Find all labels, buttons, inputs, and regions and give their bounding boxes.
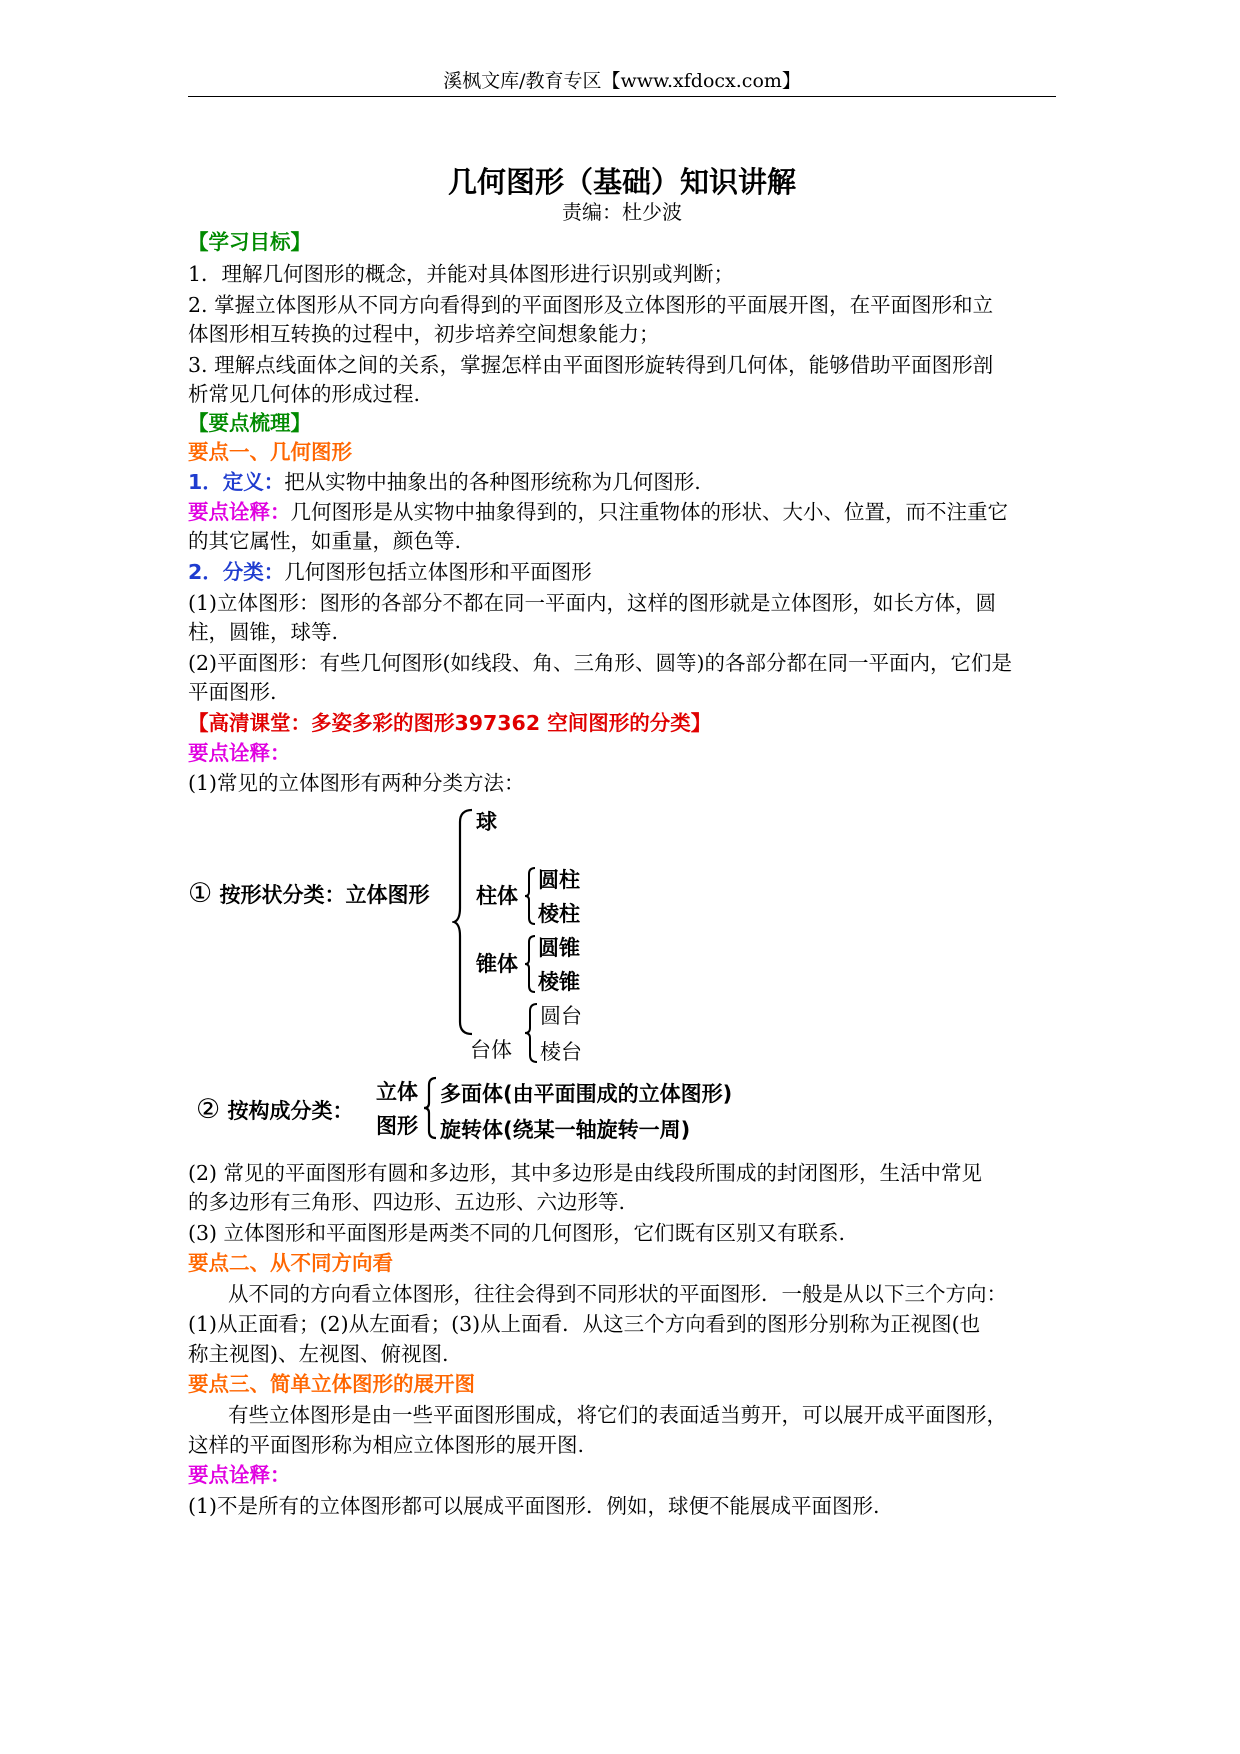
- point-2-heading: 要点二、从不同方向看: [188, 1251, 393, 1275]
- marker-2: ②: [196, 1094, 221, 1125]
- prism-label: 棱柱: [538, 902, 580, 926]
- goal-2-line-1: 2. 掌握立体图形从不同方向看得到的平面图形及立体图形的平面展开图，在平面图形和立: [188, 293, 994, 317]
- key-points-heading: 【要点梳理】: [188, 411, 311, 435]
- plane-def-line-2: 平面图形.: [188, 680, 277, 704]
- point-3-heading: 要点三、简单立体图形的展开图: [188, 1372, 475, 1396]
- point-2-line-1: 从不同的方向看立体图形，往往会得到不同形状的平面图形．一般是从以下三个方向：: [228, 1282, 1007, 1306]
- point-3-line-2: 这样的平面图形称为相应立体图形的展开图.: [188, 1433, 585, 1457]
- goal-3-line-2: 析常见几何体的形成过程.: [188, 382, 421, 406]
- cylinder-label: 圆柱: [538, 868, 580, 892]
- structure-root-line-1: 立体: [376, 1080, 418, 1104]
- definition-text: 把从实物中抽象出的各种图形统称为几何图形.: [284, 470, 701, 494]
- explain-text-1: 几何图形是从实物中抽象得到的，只注重物体的形状、大小、位置，而不注重它: [290, 500, 1008, 524]
- definition-label: 1．定义：: [188, 470, 285, 494]
- explain-line-2: 的其它属性，如重量，颜色等.: [188, 529, 462, 553]
- cone-body-label: 锥体: [476, 952, 518, 976]
- goal-2-line-2: 体图形相互转换的过程中，初步培养空间想象能力；: [188, 322, 660, 346]
- sphere-label: 球: [476, 810, 497, 834]
- explain-2-label: 要点诠释：: [188, 741, 291, 765]
- cone-brace: [523, 934, 537, 994]
- by-shape-label-row: [188, 878, 430, 909]
- plane-def-line-1: (2)平面图形：有些几何图形(如线段、角、三角形、圆等)的各部分都在同一平面内，它们是: [188, 651, 1013, 675]
- by-shape-label: 按形状分类：立体图形: [219, 883, 430, 907]
- marker-1: ①: [188, 878, 213, 909]
- point-3-explain-line-1: (1)不是所有的立体图形都可以展成平面图形．例如，球便不能展成平面图形.: [188, 1494, 880, 1518]
- page-header: 溪枫文库/教育专区【www.xfdocx.com】: [443, 70, 801, 92]
- learning-goals-heading: 【学习目标】: [188, 230, 311, 254]
- pyramid-label: 棱锥: [538, 970, 580, 994]
- solid-class-intro: (1)常见的立体图形有两种分类方法：: [188, 771, 525, 795]
- plane-common-line-2: 的多边形有三角形、四边形、五边形、六边形等.: [188, 1190, 626, 1214]
- solid-def-line-2: 柱，圆锥，球等.: [188, 620, 339, 644]
- structure-root-line-2: 图形: [376, 1114, 418, 1138]
- frustum-body-label: 台体: [470, 1038, 512, 1062]
- by-structure-label: 按构成分类：: [227, 1099, 354, 1123]
- revolution-label: 旋转体(绕某一轴旋转一周): [440, 1118, 691, 1142]
- page-title: 几何图形（基础）知识讲解: [447, 165, 796, 199]
- classification-label: 2．分类：: [188, 560, 285, 584]
- goal-3-line-1: 3. 理解点线面体之间的关系，掌握怎样由平面图形旋转得到几何体，能够借助平面图形剖: [188, 353, 994, 377]
- plane-common-line-1: (2) 常见的平面图形有圆和多边形，其中多边形是由线段所围成的封闭图形，生活中常见: [188, 1161, 983, 1185]
- main-brace: [452, 808, 478, 1036]
- point-1-heading: 要点一、几何图形: [188, 440, 352, 464]
- pyramid-frustum-label: 棱台: [540, 1040, 582, 1064]
- explain-label: 要点诠释：: [188, 500, 291, 524]
- cone-frustum-label: 圆台: [540, 1004, 582, 1028]
- relation-line: (3) 立体图形和平面图形是两类不同的几何图形，它们既有区别又有联系.: [188, 1221, 846, 1245]
- point-2-line-2: (1)从正面看；(2)从左面看；(3)从上面看．从这三个方向看到的图形分别称为正视图(也: [188, 1312, 981, 1336]
- cone-label: 圆锥: [538, 936, 580, 960]
- classification-text: 几何图形包括立体图形和平面图形: [284, 560, 592, 584]
- point-2-line-3: 称主视图)、左视图、俯视图.: [188, 1342, 449, 1366]
- polyhedron-label: 多面体(由平面围成的立体图形): [440, 1082, 733, 1106]
- hd-class-heading: 【高清课堂：多姿多彩的图形397362 空间图形的分类】: [188, 711, 712, 735]
- frustum-brace: [523, 1002, 539, 1064]
- explain-line-1: [188, 498, 1008, 526]
- header-rule: [188, 96, 1056, 97]
- definition-line: [188, 468, 701, 496]
- by-structure-label-row: [196, 1094, 354, 1125]
- classification-line: [188, 558, 592, 586]
- structure-brace: [422, 1076, 438, 1140]
- point-3-explain-label: 要点诠释：: [188, 1463, 291, 1487]
- goal-1: 1．理解几何图形的概念，并能对具体图形进行识别或判断；: [188, 262, 735, 286]
- cylinder-body-label: 柱体: [476, 884, 518, 908]
- solid-def-line-1: (1)立体图形：图形的各部分不都在同一平面内，这样的图形就是立体图形，如长方体，圆: [188, 591, 997, 615]
- cylinder-brace: [523, 866, 537, 926]
- editor-line: 责编：杜少波: [562, 200, 682, 224]
- point-3-line-1: 有些立体图形是由一些平面图形围成，将它们的表面适当剪开，可以展开成平面图形，: [228, 1403, 1007, 1427]
